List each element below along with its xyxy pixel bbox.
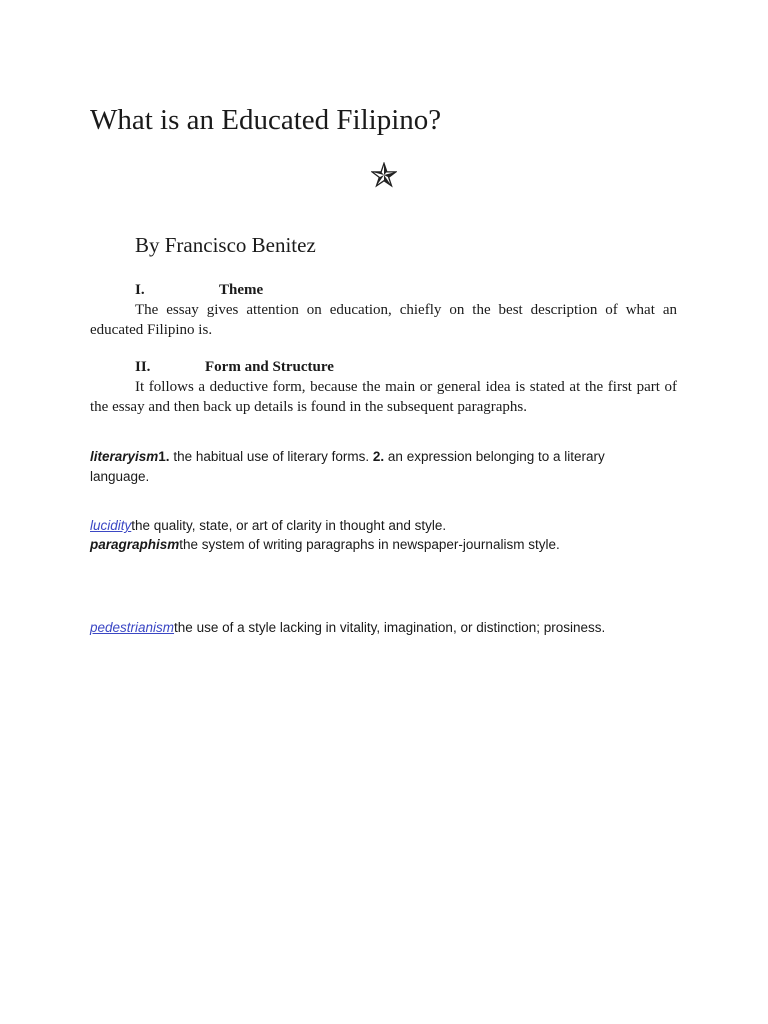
glossary-term-link[interactable]: pedestrianism — [90, 620, 175, 635]
glossary-entry-paragraphism — [90, 535, 650, 555]
section-body-form-structure — [90, 377, 677, 417]
section-body-text: The essay gives attention on education, chiefly on the best description of what an educated Filipino is. — [90, 302, 677, 338]
section-title: Theme — [219, 282, 264, 298]
glossary-entry-literaryism — [90, 447, 650, 486]
glossary-entry-lucidity — [90, 516, 650, 536]
nautical-star-icon — [371, 162, 397, 188]
document-title: What is an Educated Filipino? — [90, 104, 442, 136]
definition-text: the system of writing paragraphs in newspaper-journalism style. — [179, 537, 560, 552]
author-byline: By Francisco Benitez — [135, 233, 316, 257]
definition-text: the quality, state, or art of clarity in thought and style. — [131, 518, 447, 533]
glossary-term: literaryism — [90, 449, 159, 464]
glossary-entry-pedestrianism — [90, 618, 650, 638]
section-numeral: I. — [135, 282, 145, 298]
section-numeral: II. — [135, 359, 151, 375]
definition-text: the use of a style lacking in vitality, imagination, or distinction; prosiness. — [174, 620, 606, 635]
glossary-term: paragraphism — [90, 537, 180, 552]
section-body-theme — [90, 300, 677, 340]
definition-number: 1. — [158, 449, 170, 464]
definition-number: 2. — [372, 449, 385, 464]
definition-text: the habitual use of literary forms. — [169, 449, 373, 464]
glossary-term-link[interactable]: lucidity — [90, 518, 132, 533]
section-body-text: It follows a deductive form, because the main or general idea is stated at the first part of the essay and then back up details is found in the subsequent paragraphs. — [90, 379, 677, 415]
definition-text: an expression belonging to a literary language. — [90, 449, 605, 484]
section-title: Form and Structure — [205, 359, 334, 375]
